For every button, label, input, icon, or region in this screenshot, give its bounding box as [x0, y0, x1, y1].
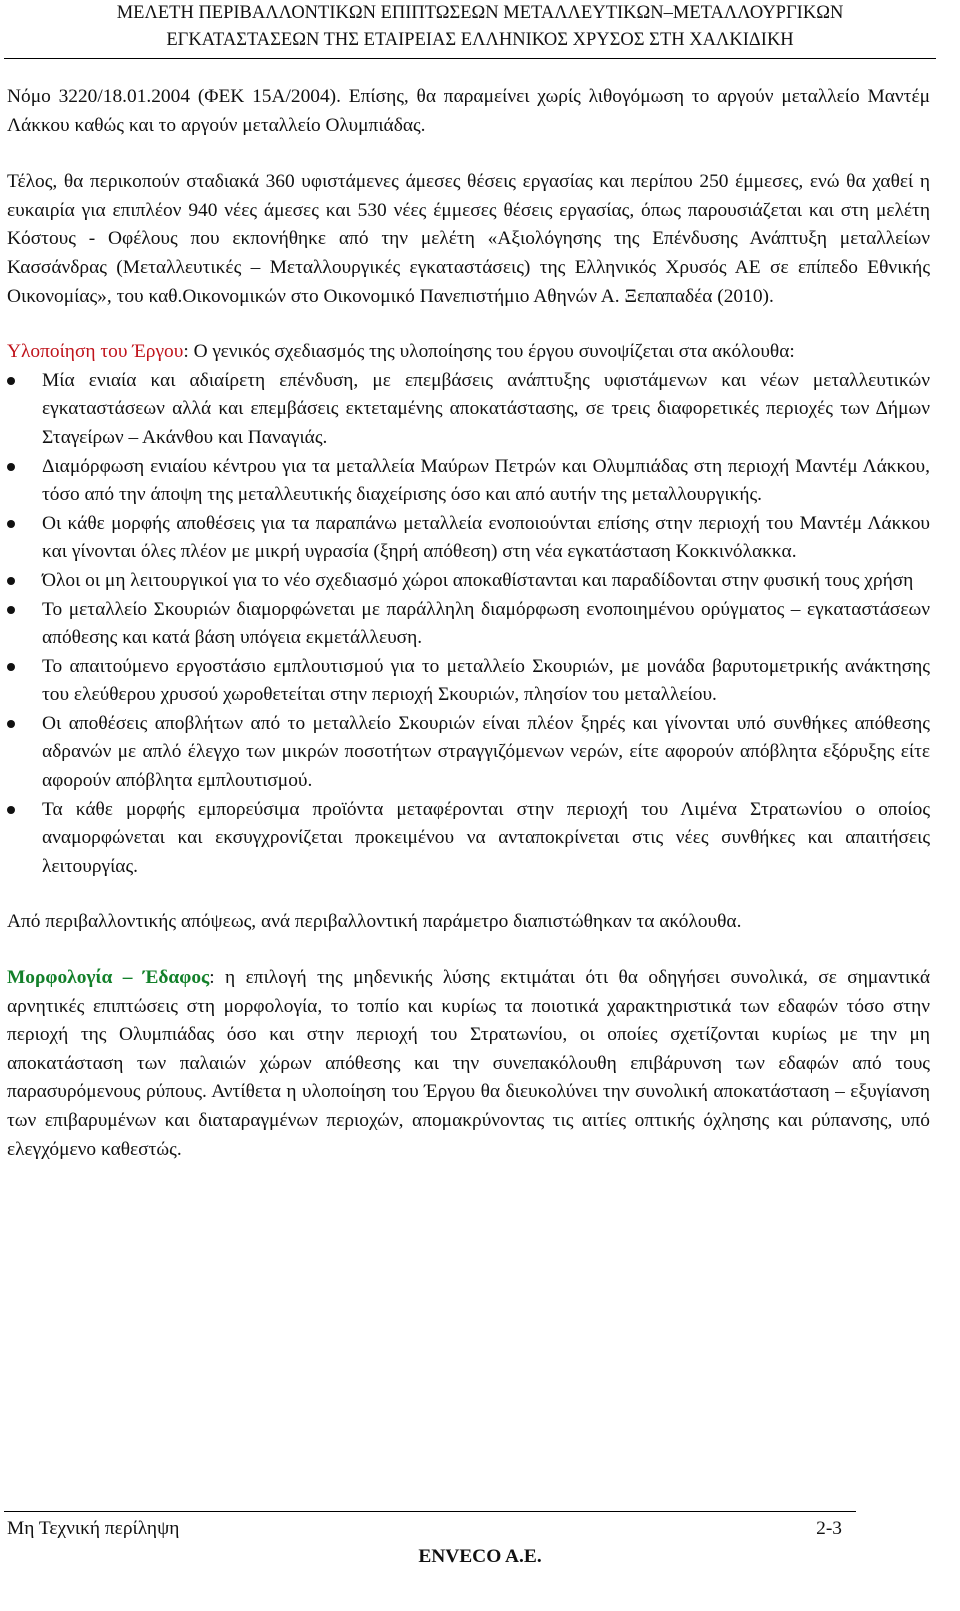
list-item-text: Οι αποθέσεις αποβλήτων από το μεταλλείο Σκουριών είναι πλέον ξηρές και γίνονται υπό συνθήκες απόθεσης αδρανών με απλό έλεγχο των μικρών ποσοτήτων στραγγιζόμενων νερών, είτε αφορούν απόβλητα εξόρυξης είτε αφορούν απόβλητα εμπλουτισμού.: [42, 712, 930, 792]
list-item: [7, 567, 930, 596]
list-item: [7, 453, 930, 510]
footer-divider: [4, 1511, 856, 1512]
list-item-text: Όλοι οι μη λειτουργικοί για το νέο σχεδιασμό χώροι αποκαθίστανται και παραδίδονται στην φυσική τους χρήση: [42, 569, 914, 591]
list-item-text: Οι κάθε μορφής αποθέσεις για τα παραπάνω μεταλλεία ενοποιούνται επίσης στην περιοχή του Μαντέμ Λάκκου και γίνονται όλες πλέον με μικρή υγρασία (ξηρή απόθεση) στη νέα εγκατάσταση Κοκκινόλακκα.: [42, 512, 930, 563]
footer-document-type: Μη Τεχνική περίληψη: [7, 1518, 180, 1539]
bullet-icon: [7, 606, 15, 614]
page-header: [0, 0, 960, 56]
list-item: [7, 367, 930, 453]
implementation-bullet-list: [7, 367, 930, 882]
morphology-heading: Μορφολογία – Έδαφος: [7, 967, 210, 989]
list-item-text: Διαμόρφωση ενιαίου κέντρου για τα μεταλλεία Μαύρων Πετρών και Ολυμπιάδας στη περιοχή Μαντέμ Λάκκου, τόσο από την άποψη της μεταλλευτικής διαχείρισης όσο και από αυτήν της μεταλλουργικής.: [42, 455, 930, 506]
paragraph-implementation-intro: [7, 338, 930, 367]
paragraph-law-reference: Νόμο 3220/18.01.2004 (ΦΕΚ 15Α/2004). Επίσης, θα παραμείνει χωρίς λιθογόμωση το αργούν μεταλλείο Μαντέμ Λάκκου καθώς και το αργούν μεταλλείο Ολυμπιάδας.: [7, 86, 930, 136]
footer-company-name: ENVECO A.E.: [418, 1546, 542, 1567]
header-title-line-2: ΕΓΚΑΤΑΣΤΑΣΕΩΝ ΤΗΣ ΕΤΑΙΡΕΙΑΣ ΕΛΛΗΝΙΚΟΣ ΧΡΥΣΟΣ ΣΤΗ ΧΑΛΚΙΔΙΚΗ: [166, 30, 794, 50]
list-item: [7, 596, 930, 653]
footer-page-number: 2-3: [816, 1518, 842, 1539]
list-item: [7, 710, 930, 796]
implementation-intro-text: : Ο γενικός σχεδιασμός της υλοποίησης του έργου συνοψίζεται στα ακόλουθα:: [183, 341, 795, 363]
header-title-line-1: ΜΕΛΕΤΗ ΠΕΡΙΒΑΛΛΟΝΤΙΚΩΝ ΕΠΙΠΤΩΣΕΩΝ ΜΕΤΑΛΛΕΥΤΙΚΩΝ–ΜΕΤΑΛΛΟΥΡΓΙΚΩΝ: [116, 3, 844, 23]
list-item-text: Τα κάθε μορφής εμπορεύσιμα προϊόντα μεταφέρονται στην περιοχή του Λιμένα Στρατωνίου ο οποίος αναμορφώνεται και εκσυγχρονίζεται προκειμένου να ανταποκρίνεται στις νέες συνθήκες και απαιτήσεις λειτουργίας.: [42, 798, 930, 877]
bullet-icon: [7, 377, 15, 385]
paragraph-environmental: Από περιβαλλοντικής απόψεως, ανά περιβαλλοντική παράμετρο διαπιστώθηκαν τα ακόλουθα.: [7, 911, 742, 933]
bullet-icon: [7, 806, 15, 814]
list-item-text: Μία ενιαία και αδιαίρετη επένδυση, με επεμβάσεις ανάπτυξης υφιστάμενων και νέων μεταλλευτικών εγκαταστάσεων αλλά και επεμβάσεις εκτεταμένης αποκατάστασης, σε τρεις διαφορετικές περιοχές των Δήμων Σταγείρων – Ακάνθου και Παναγιάς.: [42, 369, 930, 448]
bullet-icon: [7, 720, 15, 728]
list-item: [7, 510, 930, 567]
bullet-icon: [7, 520, 15, 528]
paragraph-employment: Τέλος, θα περικοπούν σταδιακά 360 υφιστάμενες άμεσες θέσεις εργασίας και περίπου 250 έμμεσες, ενώ θα χαθεί η ευκαιρία για επιπλέον 940 νέες άμεσες και 530 νέες έμμεσες θέσεις εργασίας, όπως παρουσιάζεται και στη μελέτη Κόστους - Οφέλους που εκπονήθηκε από την μελέτη «Αξιολόγησης της Επένδυσης Ανάπτυξη μεταλλείων Κασσάνδρας (Μεταλλευτικές – Μεταλλουργικές εγκαταστάσεις) της Ελληνικός Χρυσός ΑΕ σε επίπεδο Εθνικής Οικονομίας», του καθ.Οικονομικών στο Οικονομικό Πανεπιστήμιο Αθηνών Α. Ξεπαπαδέα (2010).: [7, 171, 930, 307]
document-body: [7, 83, 930, 1164]
bullet-icon: [7, 463, 15, 471]
paragraph-morphology: [7, 964, 930, 1164]
list-item: [7, 653, 930, 710]
bullet-icon: [7, 577, 15, 585]
list-item-text: Το απαιτούμενο εργοστάσιο εμπλουτισμού για το μεταλλείο Σκουριών, με μονάδα βαρυτομετρικής ανάκτησης του ελεύθερου χρυσού χωροθετείται στην περιοχή Σκουριών, πλησίον του μεταλλείου.: [42, 655, 930, 706]
list-item: [7, 796, 930, 882]
morphology-text: : η επιλογή της μηδενικής λύσης εκτιμάται ότι θα οδηγήσει συνολικά, σε σημαντικά αρνητικές επιπτώσεις στη μορφολογία, το τοπίο και κυρίως τα ποιοτικά χαρακτηριστικά των εδαφών τόσο στην περιοχή της Ολυμπιάδας όσο και στην περιοχή του Στρατωνίου, οι οποίες σχετίζονται κυρίως με την μη αποκατάσταση των παλαιών χώρων απόθεσης και την συνεπακόλουθη επιβάρυνση των εδαφών από τους παρασυρόμενους ρύπους. Αντίθετα η υλοποίηση του Έργου θα διευκολύνει την συνολική αποκατάσταση – εξυγίανση των επιβαρυμένων και διαταραγμένων περιοχών, απομακρύνοντας τις αιτίες οπτικής όχλησης και ρύπανσης, υπό ελεγχόμενο καθεστώς.: [7, 967, 930, 1160]
header-divider: [4, 58, 936, 59]
list-item-text: Το μεταλλείο Σκουριών διαμορφώνεται με παράλληλη διαμόρφωση ενοποιημένου ορύγματος – εγκαταστάσεων απόθεσης και κατά βάση υπόγεια εκμετάλλευση.: [42, 598, 930, 649]
implementation-heading: Υλοποίηση του Έργου: [7, 341, 184, 363]
bullet-icon: [7, 663, 15, 671]
